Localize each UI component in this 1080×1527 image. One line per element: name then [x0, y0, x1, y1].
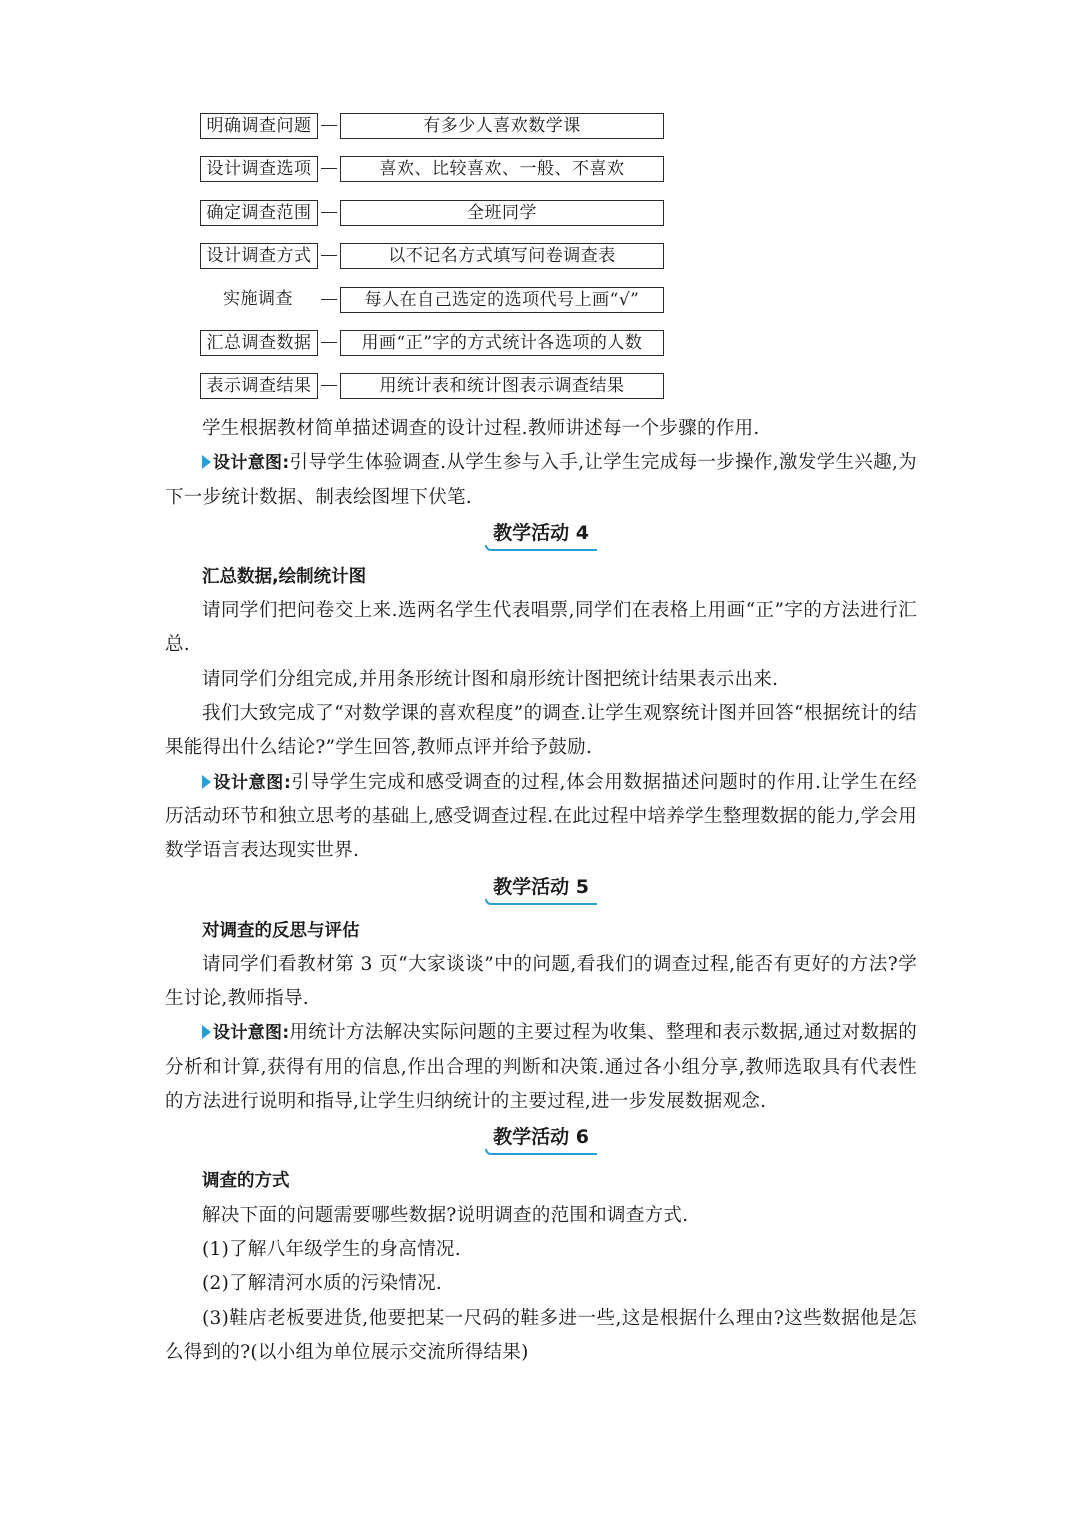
flow-desc-box: 喜欢、比较喜欢、一般、不喜欢 [340, 156, 664, 182]
flow-step-box: 实施调查 [223, 288, 293, 309]
flow-connector [321, 385, 337, 386]
design-intent-paragraph [165, 446, 917, 515]
flow-desc-box: 全班同学 [340, 200, 664, 226]
activity-heading [165, 869, 917, 914]
flow-connector [321, 212, 337, 213]
flow-step-box: 设计调查方式 [200, 243, 318, 269]
triangle-marker-icon [202, 455, 211, 469]
flow-connector [321, 125, 337, 126]
document-body [165, 412, 917, 1370]
flow-step-box: 确定调查范围 [200, 200, 318, 226]
section-subtitle: 调查的方式 [202, 1171, 290, 1192]
question-item: (3)鞋店老板要进货,他要把某一尺码的鞋多进一些,这是根据什么理由?这些数据他是怎么得到的?(以小组为单位展示交流所得结果) [165, 1307, 917, 1363]
flow-step-box: 表示调查结果 [200, 373, 318, 399]
paragraph: 请同学们分组完成,并用条形统计图和扇形统计图把统计结果表示出来. [202, 668, 779, 690]
design-intent-text: 引导学生体验调查.从学生参与入手,让学生完成每一步操作,激发学生兴趣,为下一步统计数据、制表绘图埋下伏笔. [165, 452, 917, 508]
activity-title: 教学活动 6 [487, 1121, 595, 1153]
flow-row [200, 373, 670, 399]
paragraph: 请同学们把问卷交上来.选两名学生代表唱票,同学们在表格上用画“正”字的方法进行汇总. [165, 600, 917, 656]
flow-connector [321, 255, 337, 256]
flow-row [200, 113, 670, 139]
flow-row [200, 287, 670, 313]
flow-row [200, 200, 670, 226]
flow-connector [321, 342, 337, 343]
flow-row [200, 156, 670, 182]
design-intent-paragraph [165, 1016, 917, 1119]
design-intent-label: 设计意图: [213, 453, 290, 474]
flow-desc-box: 以不记名方式填写问卷调查表 [340, 243, 664, 269]
question-item: (1)了解八年级学生的身高情况. [202, 1238, 461, 1260]
flow-connector [321, 168, 337, 169]
flow-step-box: 设计调查选项 [200, 156, 318, 182]
flow-desc-box: 用画“正”字的方式统计各选项的人数 [340, 330, 664, 356]
design-intent-label: 设计意图: [213, 772, 292, 793]
activity-heading [165, 1119, 917, 1164]
question-item: (2)了解清河水质的污染情况. [202, 1273, 443, 1295]
flow-row [200, 330, 670, 356]
section-subtitle: 对调查的反思与评估 [202, 920, 360, 941]
design-intent-paragraph [165, 766, 917, 869]
triangle-marker-icon [202, 1025, 211, 1039]
paragraph: 解决下面的问题需要哪些数据?说明调查的范围和调查方式. [202, 1204, 689, 1226]
paragraph: 请同学们看教材第 3 页“大家谈谈”中的问题,看我们的调查过程,能否有更好的方法?学生讨论,教师指导. [165, 953, 917, 1010]
flow-connector [321, 299, 337, 300]
paragraph: 学生根据教材简单描述调查的设计过程.教师讲述每一个步骤的作用. [202, 418, 760, 439]
activity-title: 教学活动 4 [487, 517, 595, 549]
flow-row [200, 243, 670, 269]
flow-desc-box: 用统计表和统计图表示调查结果 [340, 373, 664, 399]
flow-desc-box: 每人在自己选定的选项代号上画“√” [340, 287, 664, 313]
paragraph: 我们大致完成了“对数学课的喜欢程度”的调查.让学生观察统计图并回答“根据统计的结果能得出什么结论?”学生回答,教师点评并给予鼓励. [165, 703, 917, 759]
flow-step-box: 汇总调查数据 [200, 330, 318, 356]
design-intent-text: 引导学生完成和感受调查的过程,体会用数据描述问题时的作用.让学生在经历活动环节和独立思考的基础上,感受调查过程.在此过程中培养学生整理数据的能力,学会用数学语言表达现实世界. [165, 771, 917, 862]
design-intent-label: 设计意图: [213, 1023, 290, 1044]
section-subtitle: 汇总数据,绘制统计图 [202, 566, 367, 587]
activity-title: 教学活动 5 [487, 871, 595, 903]
flow-step-box: 明确调查问题 [200, 113, 318, 139]
flow-desc-box: 有多少人喜欢数学课 [340, 113, 664, 139]
triangle-marker-icon [202, 775, 211, 789]
activity-heading [165, 515, 917, 560]
design-intent-text: 用统计方法解决实际问题的主要过程为收集、整理和表示数据,通过对数据的分析和计算,获得有用的信息,作出合理的判断和决策.通过各小组分享,教师选取具有代表性的方法进行说明和指导,让学生归纳统计的主要过程,进一步发展数据观念. [165, 1022, 917, 1113]
survey-flowchart [200, 113, 670, 417]
